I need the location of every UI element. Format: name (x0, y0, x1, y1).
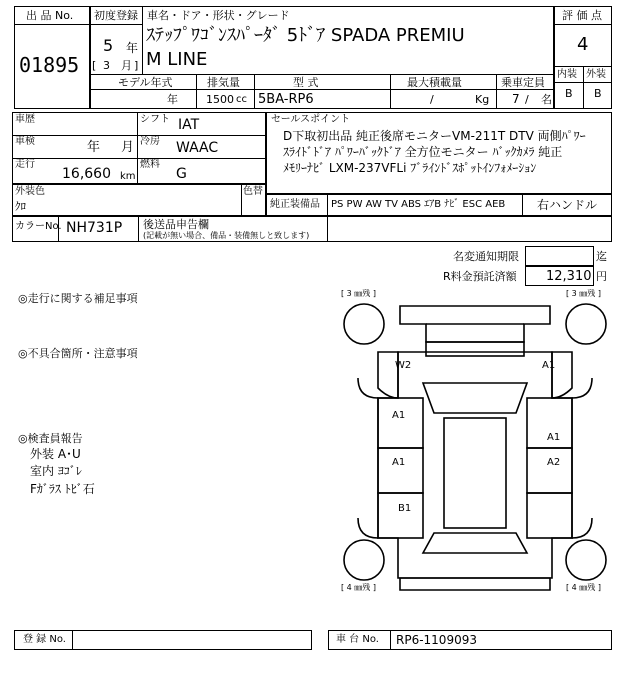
equipment-items: PS PW AW TV ABS ｴｱB ﾅﾋﾞ ESC AEB (331, 199, 506, 210)
exterior-label: 外装 (586, 69, 606, 80)
deadline-label: 名変通知期限 (453, 250, 519, 263)
reg-label: 登 録 No. (23, 634, 66, 645)
mileage-value: 16,660 (62, 166, 111, 182)
mark-a1-lr-door: A1 (392, 457, 406, 468)
capacity-value: 7 (512, 92, 520, 106)
shift-value: IAT (178, 117, 200, 133)
tire-front-left (344, 304, 384, 344)
vehicle-info-box (12, 112, 266, 184)
ac-value: WAAC (176, 140, 219, 156)
color-code-label: カラーNo. (15, 221, 62, 232)
displacement-label: 排気量 (207, 76, 240, 89)
equipment-label: 純正装備品 (270, 199, 320, 210)
max-load-label: 最大積載量 (407, 76, 462, 89)
type-value: 5BA-RP6 (258, 92, 314, 107)
aftermarket-label: 後送品申告欄 (143, 218, 209, 231)
first-reg-year-unit: 年 (126, 41, 139, 55)
ext-color-value: ｸﾛ (15, 200, 26, 213)
mark-b1: B1 (398, 503, 412, 514)
sales-point-line3: ﾒﾓﾘｰﾅﾋﾞ LXM-237VFLi ﾌﾞﾗｲﾝﾄﾞｽﾎﾟｯﾄｲﾝﾌｫﾒｰｼｮﾝ (283, 161, 537, 175)
mark-a1-lf-door: A1 (392, 410, 406, 421)
recycle-value: 12,310 (546, 269, 592, 284)
deadline-field (525, 246, 594, 266)
repaint-label: 色替 (243, 186, 263, 197)
recycle-label: R料金預託済額 (443, 270, 517, 283)
mark-a1-rf: A1 (542, 360, 556, 371)
displacement-value: 1500 (206, 93, 234, 106)
sales-point-line1: D下取初出品 純正後席モニターVM-211T DTV 両側ﾊﾟﾜｰ (283, 129, 586, 143)
score-label: 評 価 点 (562, 9, 602, 22)
shaken-year: 年 (87, 140, 101, 155)
first-reg-month: 3 (103, 59, 110, 72)
history-label: 車歴 (15, 114, 35, 125)
chassis-value: RP6-1109093 (396, 633, 477, 647)
defects-heading: ◎不具合箇所・注意事項 (18, 347, 138, 360)
type-label: 型 式 (293, 76, 319, 89)
capacity-unit: 名 (541, 93, 552, 106)
tire-tl-label: [ 3 ㎜残 ] (341, 289, 376, 298)
color-box (12, 184, 266, 216)
inspector-heading: ◎検査員報告 (18, 432, 83, 445)
sales-point-label: セールスポイント (271, 114, 351, 125)
bracket-open: [ (92, 59, 97, 72)
max-load-slash: / (430, 93, 434, 106)
model-year-unit: 年 (167, 93, 178, 106)
tire-rear-right (566, 540, 606, 580)
aftermarket-note: (記載が無い場合、備品・装備無しと致します) (143, 231, 310, 240)
tire-bl-label: [ 4 ㎜残 ] (341, 583, 376, 592)
lot-label: 出 品 No. (26, 9, 74, 22)
tire-br-label: [ 4 ㎜残 ] (566, 583, 601, 592)
tire-front-right (566, 304, 606, 344)
fuel-label: 燃料 (140, 159, 160, 170)
mark-a1-rf-door: A1 (547, 432, 561, 443)
mark-a2-rr-door: A2 (547, 457, 561, 468)
deadline-unit: 迄 (596, 250, 607, 263)
report-line2: 室内 ﾖｺﾞﾚ (30, 464, 82, 478)
shaken-month: 月 (121, 140, 135, 155)
first-reg-label: 初度登録 (94, 9, 138, 22)
car-name-line1: ｽﾃｯﾌﾟﾜｺﾞﾝｽﾊﾟｰﾀﾞ 5ﾄﾞｱ SPADA PREMIU (146, 25, 465, 46)
shaken-label: 車検 (15, 136, 35, 147)
mileage-unit: km (120, 171, 136, 182)
displacement-unit: cc (236, 94, 247, 105)
first-reg-month-unit: 月 (121, 59, 132, 72)
recycle-unit: 円 (596, 270, 607, 283)
interior-label: 内装 (557, 69, 577, 80)
car-name-line2: M LINE (146, 49, 208, 70)
tire-tr-label: [ 3 ㎜残 ] (566, 289, 601, 298)
mark-w2: W2 (395, 360, 412, 371)
chassis-label: 車 台 No. (336, 634, 379, 645)
ac-label: 冷房 (140, 136, 160, 147)
shift-label: シフト (140, 114, 170, 125)
first-reg-year: 5 (103, 36, 114, 55)
fuel-value: G (176, 166, 187, 182)
interior-score: B (565, 87, 573, 100)
report-line3: Fｶﾞﾗｽ ﾄﾋﾞ石 (30, 482, 95, 496)
score-value: 4 (577, 34, 589, 55)
ext-color-label: 外装色 (15, 186, 45, 197)
capacity-slash: / (525, 93, 529, 106)
sales-point-line2: ｽﾗｲﾄﾞﾄﾞｱ ﾊﾟﾜｰﾊﾞｯｸﾄﾞｱ 全方位モニター ﾊﾞｯｸｶﾒﾗ 純正 (283, 145, 563, 159)
report-line1: 外装 A･U (30, 447, 81, 461)
model-year-label: モデル年式 (118, 76, 173, 89)
exterior-score: B (594, 87, 602, 100)
bracket-close: ] (134, 59, 139, 72)
car-diagram (338, 288, 612, 598)
lot-number: 01895 (19, 53, 80, 77)
model-label: 車名・ドア・形状・グレード (147, 9, 290, 22)
steering-value: 右ハンドル (537, 198, 598, 212)
max-load-unit: Kg (475, 93, 490, 106)
mileage-label: 走行 (15, 159, 35, 170)
color-code-value: NH731P (66, 220, 123, 236)
tire-rear-left (344, 540, 384, 580)
capacity-label: 乗車定員 (501, 76, 545, 89)
supplement-heading: ◎走行に関する補足事項 (18, 292, 138, 305)
